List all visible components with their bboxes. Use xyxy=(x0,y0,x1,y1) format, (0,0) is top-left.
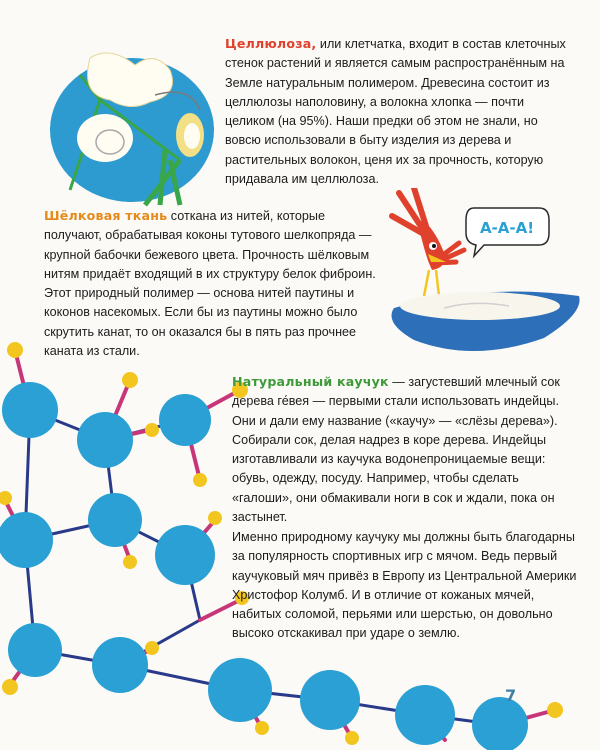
cellulose-paragraph xyxy=(225,34,571,189)
rubber-ball-text: Именно природному каучуку мы должны быть благодарны за популярность спортивных игр с мячом. Ведь первый каучуковый мяч привёз в Европу из Центральной Америки Христофор Колумб. И в отличие от кожаных мячей, набитых соломой, перьями или шерстью, он довольно высоко отскакивал при ударе о землю. xyxy=(232,530,577,641)
rubber-ball-paragraph xyxy=(232,528,577,644)
rubber-text: — загустевший млечный сок дерева ге́вея — первыми стали использовать индейцы. Они и дали ему название («каучу» — «слёзы дерева»). Собирали сок, делая надрез в коре дерева. Индейцы изготавливали из каучука водонепроницаемые вещи: обувь, одежду, посуду. Например, чтобы сделать «галоши», они обмакивали ноги в сок и ждали, пока он застынет. xyxy=(232,375,560,525)
silk-term: Шёлковая ткань xyxy=(44,208,168,223)
page-number: 7 xyxy=(505,686,517,705)
speech-bubble-text: А-А-А! xyxy=(479,219,535,237)
cotton-plant-illustration xyxy=(40,40,220,210)
silk-text: соткана из нитей, которые получают, обрабатывая коконы тутового шелкопряда — крупной бабочки бежевого цвета. Прочность шёлковым нитям придаёт входящий в их структуру белок фиброин. Этот природный полимер — основа нитей паутины и коконов насекомых. Если бы из паутины можно было скрутить канат, то он оказался бы в пять раз прочнее каната из стали. xyxy=(44,209,376,359)
cellulose-text: или клетчатка, входит в состав клеточных стенок растений и является самым распространённым на Земле натуральным полимером. Древесина состоит из целлюлозы наполовину, а волокна хлопка — почти целиком (на 95%). Наши предки об этом не знали, но вовсю использовали в быту изделия из дерева и растительных волокон, ценя их за прочность, которую придавала им целлюлоза. xyxy=(225,37,566,187)
rubber-term: Натуральный каучук xyxy=(232,374,389,389)
rubber-paragraph xyxy=(232,372,577,527)
cellulose-term: Целлюлоза, xyxy=(225,36,317,51)
